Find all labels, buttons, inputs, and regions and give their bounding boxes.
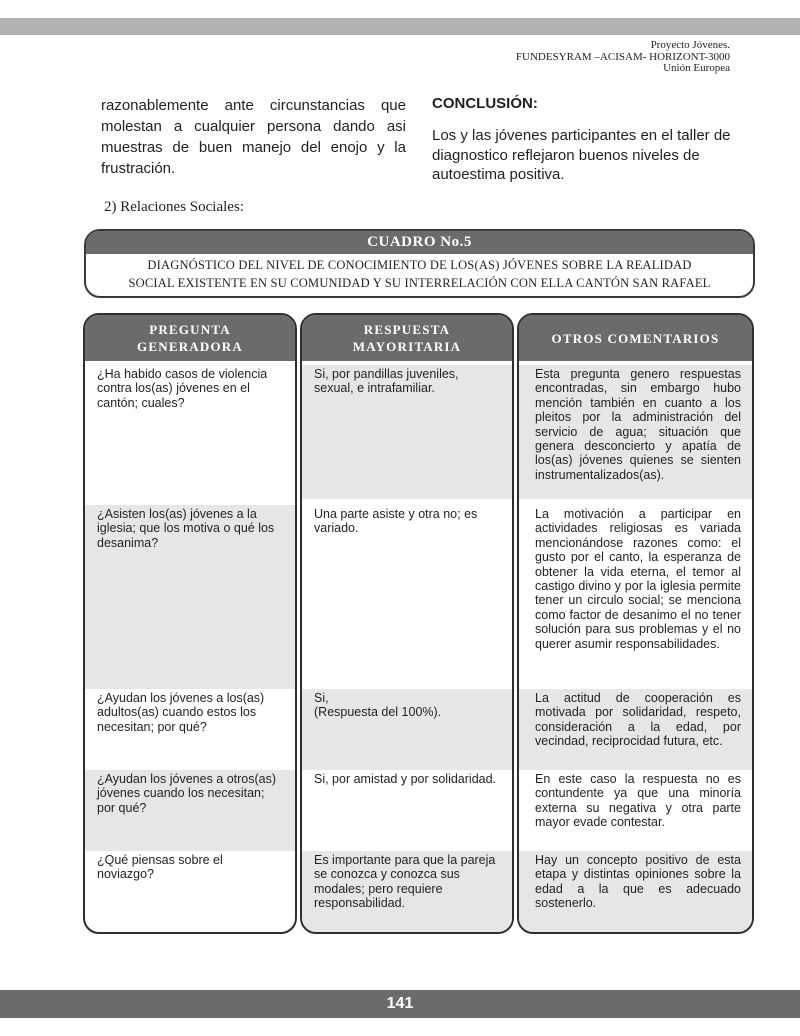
conclusion-text: Los y las jóvenes participantes en el taller de diagnostico reflejaron buenos niveles de autoestima positiva.: [432, 127, 731, 183]
top-bar: [0, 18, 800, 35]
section-title: 2) Relaciones Sociales:: [104, 199, 244, 215]
conclusion-title: CONCLUSIÓN:: [432, 95, 538, 112]
column-pregunta: [83, 313, 297, 934]
column-comentarios: [517, 313, 754, 934]
pregunta-cell-4: ¿Ayudan los jóvenes a otros(as) jóvenes cuando los necesitan; por qué?: [85, 770, 295, 851]
respuesta-cell-5: Es importante para que la pareja se conozca y conozca sus modales; pero requiere responsabilidad.: [302, 851, 512, 932]
left-paragraph: razonablemente ante circunstancias que molestan a cualquier persona dando asi muestras de buen manejo del enojo y la frustración.: [101, 97, 406, 177]
page-number: 141: [386, 995, 414, 1012]
header-organizations: FUNDESYRAM –ACISAM- HORIZONT-3000: [515, 50, 730, 63]
header-sponsor: Unión Europea: [663, 62, 730, 74]
column-header-pregunta-line1: PREGUNTA: [149, 322, 231, 337]
cuadro-title: CUADRO No.5: [86, 231, 753, 254]
pregunta-cell-3: ¿Ayudan los jóvenes a los(as) adultos(as) cuando estos los necesitan; por qué?: [97, 691, 265, 734]
column-header-pregunta-line2: GENERADORA: [137, 339, 243, 354]
respuesta-cell-1: Si, por pandillas juveniles, sexual, e intrafamiliar.: [302, 365, 512, 499]
respuesta-cell-3: Si, (Respuesta del 100%).: [302, 689, 512, 770]
respuesta-cell-2: Una parte asiste y otra no; es variado.: [314, 507, 478, 536]
page-footer: [0, 990, 800, 1018]
cuadro-subtitle-line2: SOCIAL EXISTENTE EN SU COMUNIDAD Y SU INTERRELACIÓN CON ELLA CANTÓN SAN RAFAEL: [128, 276, 711, 290]
comentario-cell-5: Hay un concepto positivo de esta etapa y distintas opiniones sobre la edad a la que es adecuado sostenerlo.: [519, 851, 752, 932]
column-header-respuesta: [302, 315, 512, 361]
pregunta-cell-1: ¿Ha habido casos de violencia contra los(as) jóvenes en el cantón; cuales?: [97, 367, 268, 410]
cuadro-box: [84, 229, 755, 298]
respuesta-cell-4: Si, por amistad y por solidaridad.: [314, 772, 497, 786]
page-header: [516, 40, 730, 75]
header-project: Proyecto Jóvenes.: [650, 39, 730, 51]
comentario-cell-2: La motivación a participar en actividades religiosas es variada mencionándose razones como: el gusto por el canto, la esperanza de obtener la vida eterna, el temor al castigo divino y por la iglesia permite tener un circulo social; se menciona como factor de desanimo el no tener solución para sus problemas y el no querer asumir responsabilidades.: [535, 507, 741, 651]
column-header-respuesta-line1: RESPUESTA: [363, 322, 451, 337]
column-header-pregunta: [85, 315, 295, 361]
comentario-cell-1: Esta pregunta genero respuestas encontradas, sin embargo hubo mención también en cuanto a los pleitos por la administración del servicio de agua; situación que genera desconcierto y apatía de los(as) jóvenes quienes se sienten instrumentalizados(as).: [519, 365, 752, 499]
cuadro-subtitle: [86, 254, 753, 292]
pregunta-cell-2: ¿Asisten los(as) jóvenes a la iglesia; que los motiva o qué los desanima?: [85, 505, 295, 689]
column-header-comentarios-label: OTROS COMENTARIOS: [551, 330, 720, 346]
pregunta-cell-5: ¿Qué piensas sobre el noviazgo?: [97, 853, 223, 882]
column-respuesta: [300, 313, 514, 934]
cuadro-subtitle-line1: DIAGNÓSTICO DEL NIVEL DE CONOCIMIENTO DE LOS(AS) JÓVENES SOBRE LA REALIDAD: [147, 258, 692, 272]
comentario-cell-3: La actitud de cooperación es motivada por solidaridad, respeto, consideración a la edad, por vecindad, reciprocidad futura, etc.: [519, 689, 752, 770]
column-header-respuesta-line2: MAYORITARIA: [352, 339, 462, 354]
comentario-cell-4: En este caso la respuesta no es contundente ya que una minoría externa su negativa y otra parte mayor evade contestar.: [535, 772, 741, 830]
column-header-comentarios: [519, 315, 752, 361]
